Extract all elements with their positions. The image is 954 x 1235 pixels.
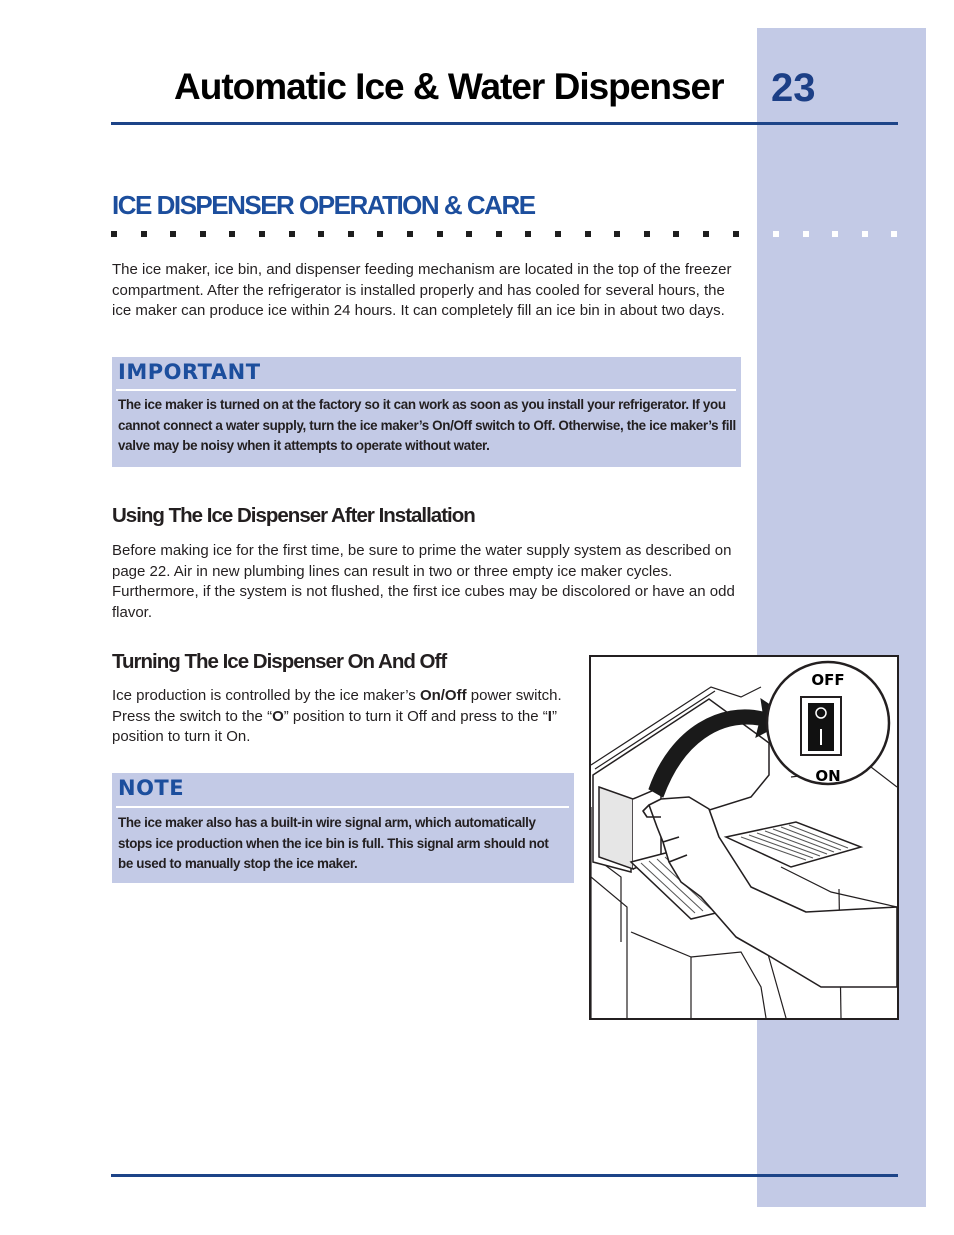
note-heading: NOTE	[118, 776, 185, 800]
divider-dot	[803, 231, 809, 237]
divider-dot	[348, 231, 354, 237]
note-rule	[116, 806, 569, 808]
divider-dot	[703, 231, 709, 237]
important-text: The ice maker is turned on at the factory so it can work as soon as you install your refrigerator. If you cannot connect a water supply, turn the ice maker’s On/Off switch to Off. Otherwise, the ice maker’s fill valve may be noisy when it attempts to operate without water.	[118, 397, 736, 454]
on-off-switch-callout	[767, 662, 889, 785]
divider-dot	[377, 231, 383, 237]
off-symbol: O	[272, 707, 284, 725]
footer-rule	[111, 1174, 898, 1177]
section-title: ICE DISPENSER OPERATION & CARE	[112, 190, 535, 220]
sidebar-band	[757, 28, 926, 1207]
page-title: Automatic Ice & Water Dispenser	[174, 66, 724, 107]
divider-dot	[525, 231, 531, 237]
divider-dot	[832, 231, 838, 237]
important-rule	[116, 389, 736, 391]
divider-dot	[555, 231, 561, 237]
important-heading: IMPORTANT	[118, 360, 261, 384]
dotted-divider	[111, 231, 901, 237]
divider-dot	[259, 231, 265, 237]
note-box	[112, 773, 574, 883]
header-rule	[111, 122, 898, 125]
divider-dot	[862, 231, 868, 237]
on-symbol: I	[547, 707, 552, 725]
divider-dot	[733, 231, 739, 237]
on-off-heading: Turning The Ice Dispenser On And Off	[112, 650, 447, 673]
switch-on-label: ON	[815, 767, 841, 785]
divider-dot	[437, 231, 443, 237]
switch-off-label: OFF	[811, 671, 845, 689]
divider-dot	[170, 231, 176, 237]
divider-dot	[111, 231, 117, 237]
divider-dot	[318, 231, 324, 237]
divider-dot	[289, 231, 295, 237]
after-installation-heading: Using The Ice Dispenser After Installation	[112, 504, 475, 527]
intro-paragraph: The ice maker, ice bin, and dispenser feeding mechanism are located in the top of the freezer compartment. After the refrigerator is installed properly and has cooled for several hours, the ice maker can produce ice within 24 hours. It can completely fill an ice bin in about two days.	[112, 261, 732, 320]
divider-dot	[496, 231, 502, 237]
divider-dot	[614, 231, 620, 237]
ice-maker-drawing	[591, 657, 897, 1018]
divider-dot	[200, 231, 206, 237]
divider-dot	[673, 231, 679, 237]
after-installation-paragraph: Before making ice for the first time, be sure to prime the water supply system as described on page 22. Air in new plumbing lines can result in two or three empty ice maker cycles. Furthermore, if the system is not flushed, the first ice cubes may be discolored or have an odd flavor.	[112, 542, 735, 621]
note-text: The ice maker also has a built-in wire signal arm, which automatically stops ice production when the ice bin is full. This signal arm should not be used to manually stop the ice maker.	[118, 815, 549, 872]
divider-dot	[585, 231, 591, 237]
ice-bin-tray	[726, 822, 861, 867]
divider-dot	[407, 231, 413, 237]
page-number: 23	[771, 66, 816, 110]
divider-dot	[891, 231, 897, 237]
on-off-term: On/Off	[419, 687, 467, 704]
important-box	[112, 357, 741, 467]
divider-dot	[466, 231, 472, 237]
divider-dot	[644, 231, 650, 237]
divider-dot	[141, 231, 147, 237]
divider-dot	[229, 231, 235, 237]
on-off-paragraph: Ice production is controlled by the ice maker’s On/Off power switch. Press the switch to the “O” position to turn it Off and press to the “I” position to turn it On.	[112, 687, 562, 746]
ice-maker-switch-illustration	[589, 655, 899, 1020]
divider-dot	[773, 231, 779, 237]
